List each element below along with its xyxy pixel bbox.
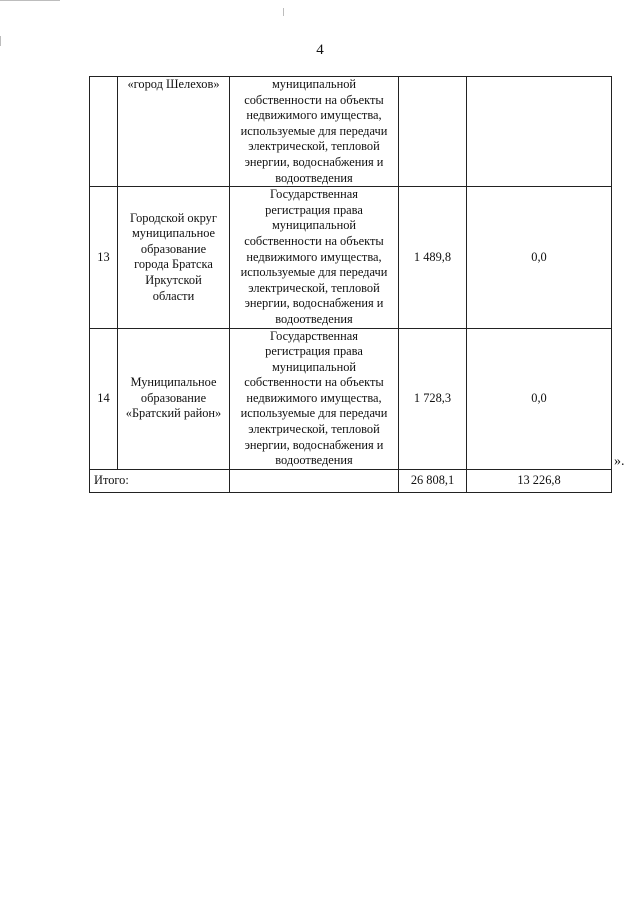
total-empty-cell [230,469,399,492]
purpose-line: водоотведения [275,311,353,326]
purpose-line: используемые для передачи [240,123,388,138]
amount-cell [399,77,467,187]
purpose-line: водоотведения [275,453,353,468]
municipality-name-line: Муниципальное [130,375,217,390]
municipality-name-line: Городской округ [130,210,217,225]
amount-cell: 1 728,3 [399,328,467,469]
municipality-name-line: Иркутской [145,272,202,287]
purpose-line: недвижимого имущества, [246,390,382,405]
purpose-line: муниципальной [271,77,357,91]
municipality-name-line: города Братска [134,257,213,272]
scan-artifact [0,36,1,46]
municipality-name-line: «город Шелехов» [127,77,220,91]
purpose-line: энергии, водоснабжения и [244,154,384,169]
purpose-line: недвижимого имущества, [246,108,382,123]
total-row [90,469,612,492]
scan-artifact [283,8,284,16]
amount-cell: 0,0 [467,328,612,469]
purpose-line: используемые для передачи [240,265,388,280]
total-label: Итого: [90,469,230,492]
row-number [90,77,118,187]
purpose-line: регистрация права [265,202,363,217]
table-row [90,77,612,187]
page-number: 4 [316,42,324,58]
total-amount: 26 808,1 [399,469,467,492]
purpose-line: муниципальной [271,359,357,374]
allocation-table [89,76,612,493]
purpose-line: собственности на объекты [244,233,384,248]
purpose-line: используемые для передачи [240,406,388,421]
amount-cell: 1 489,8 [399,187,467,328]
municipality-name [118,187,230,328]
table-row [90,187,612,328]
municipality-name [118,77,230,187]
total-amount: 13 226,8 [467,469,612,492]
purpose-cell [230,77,399,187]
purpose-line: электрической, тепловой [248,280,380,295]
purpose-line: Государственная [270,328,358,343]
municipality-name-line: области [152,288,195,303]
municipality-name-line: «Братский район» [125,406,222,421]
table-row [90,328,612,469]
row-number: 14 [90,328,118,469]
row-number: 13 [90,187,118,328]
municipality-name-line: образование [140,390,207,405]
scan-artifact [0,0,60,1]
purpose-line: Государственная [270,187,358,202]
amount-cell: 0,0 [467,187,612,328]
municipality-name-line: муниципальное [131,226,216,241]
purpose-line: муниципальной [271,218,357,233]
amount-cell [467,77,612,187]
purpose-line: собственности на объекты [244,375,384,390]
purpose-line: энергии, водоснабжения и [244,437,384,452]
municipality-name-line: образование [140,241,207,256]
purpose-line: собственности на объекты [244,92,384,107]
closing-quote-mark: ». [614,454,625,469]
purpose-line: энергии, водоснабжения и [244,296,384,311]
purpose-line: недвижимого имущества, [246,249,382,264]
purpose-line: электрической, тепловой [248,422,380,437]
municipality-name [118,328,230,469]
purpose-cell [230,328,399,469]
purpose-line: регистрация права [265,344,363,359]
purpose-line: водоотведения [275,170,353,185]
purpose-cell [230,187,399,328]
purpose-line: электрической, тепловой [248,139,380,154]
